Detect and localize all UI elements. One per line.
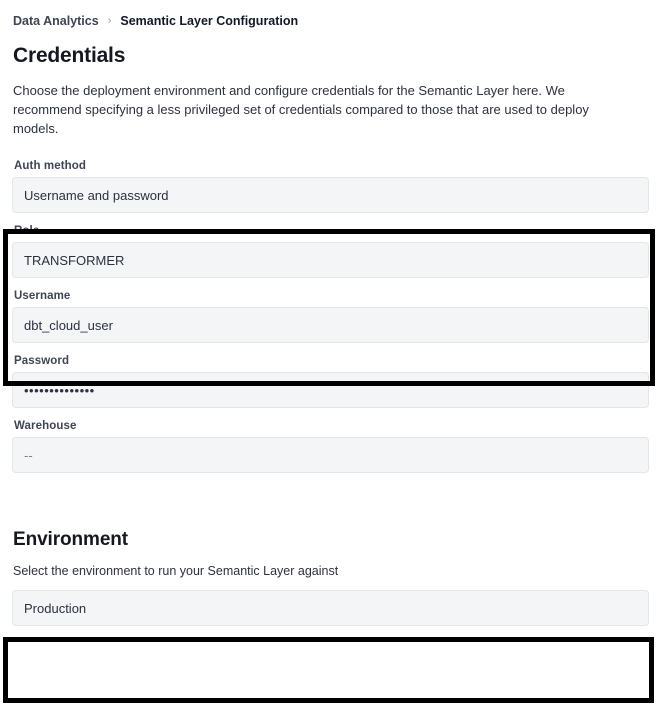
username-input[interactable]: dbt_cloud_user xyxy=(12,307,649,343)
field-label-password: Password xyxy=(14,355,70,367)
credentials-description: Choose the deployment environment and configure credentials for the Semantic Layer here. We recommend specifying a less privileged set of credentials compared to those that are used to deploy models. xyxy=(13,83,589,136)
breadcrumb-item-current: Semantic Layer Configuration xyxy=(120,14,299,28)
section-divider-space xyxy=(12,485,649,529)
field-environment xyxy=(12,590,649,626)
field-role xyxy=(12,225,649,278)
field-label-auth-method: Auth method xyxy=(14,160,87,172)
auth-method-select[interactable]: Username and password xyxy=(12,177,649,213)
chevron-right-icon: › xyxy=(107,15,112,27)
password-input[interactable]: •••••••••••••• xyxy=(12,372,649,408)
breadcrumb xyxy=(13,14,649,28)
field-label-warehouse: Warehouse xyxy=(14,420,77,432)
field-password xyxy=(12,355,649,408)
breadcrumb-item-data-analytics[interactable]: Data Analytics xyxy=(13,14,99,28)
environment-description: Select the environment to run your Semantic Layer against xyxy=(13,564,339,578)
warehouse-input[interactable]: -- xyxy=(12,437,649,473)
field-label-username: Username xyxy=(14,290,71,302)
environment-select[interactable]: Production xyxy=(12,590,649,626)
highlight-box-environment xyxy=(3,637,654,703)
page-title: Credentials xyxy=(13,44,126,67)
field-label-role: Role xyxy=(14,225,40,237)
role-input[interactable]: TRANSFORMER xyxy=(12,242,649,278)
environment-title: Environment xyxy=(13,529,129,550)
field-warehouse xyxy=(12,420,649,473)
field-auth-method xyxy=(12,160,649,213)
field-username xyxy=(12,290,649,343)
